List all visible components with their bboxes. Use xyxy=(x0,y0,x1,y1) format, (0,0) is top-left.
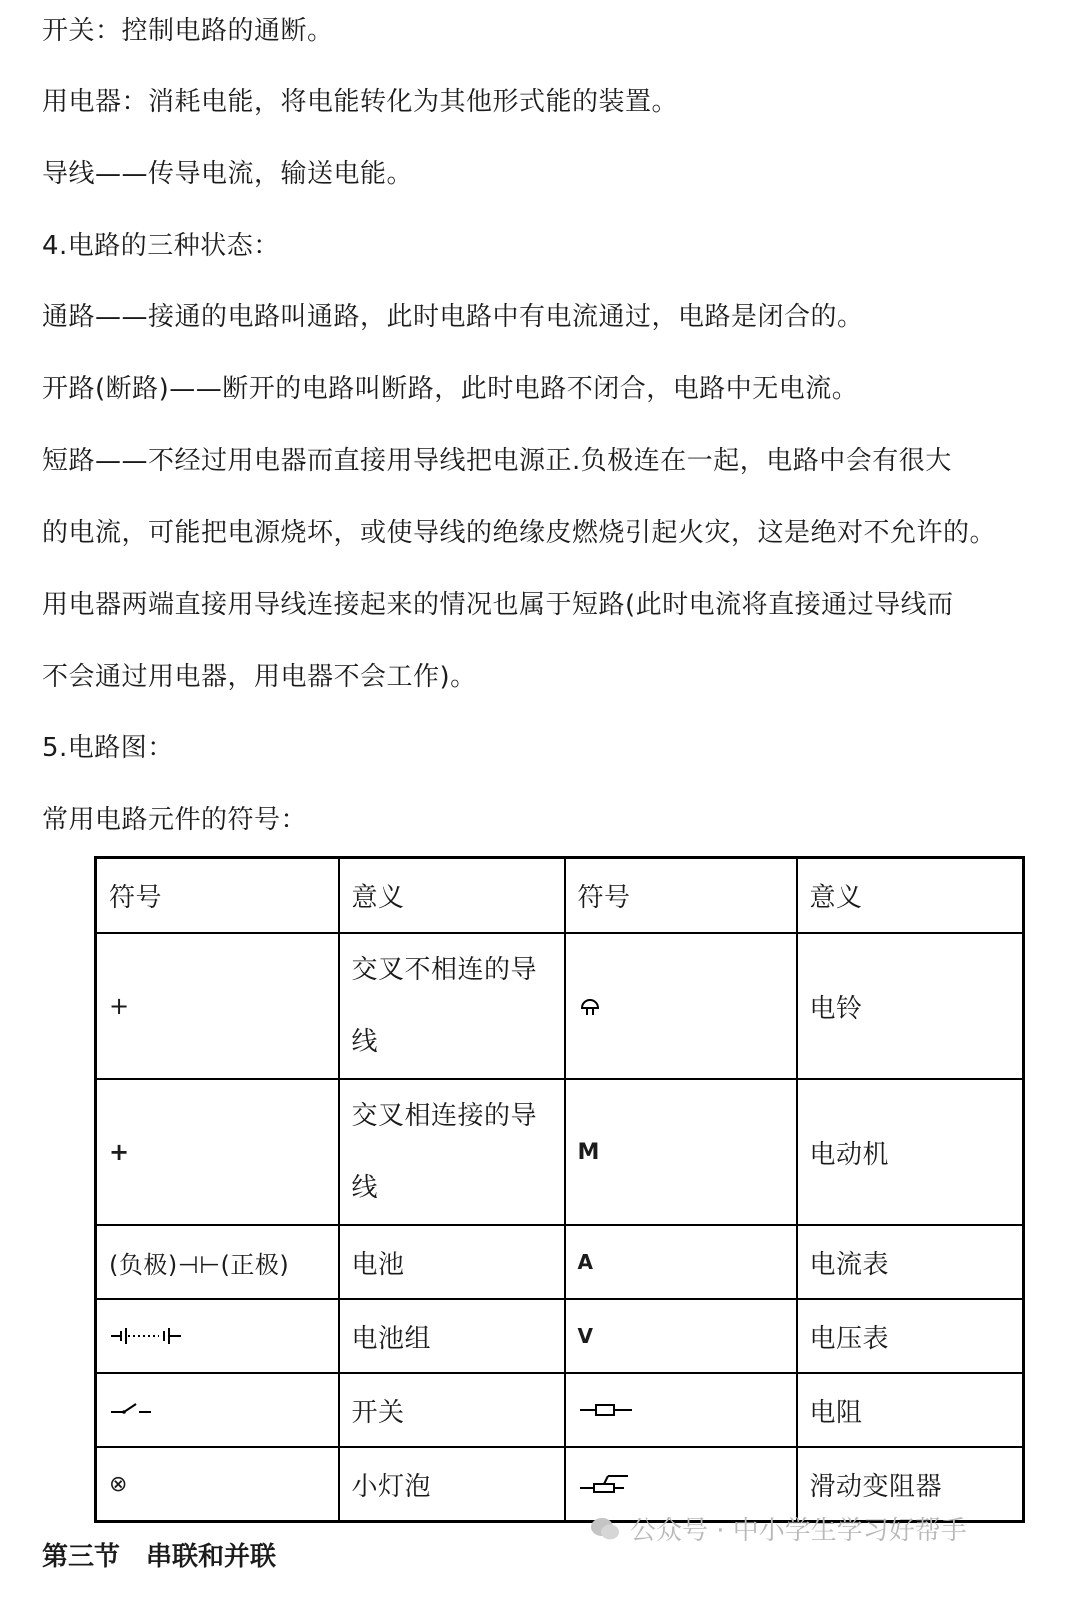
switch-symbol-icon xyxy=(96,1373,339,1447)
table-header-row xyxy=(96,858,1024,934)
table-header-cell: 符号 xyxy=(565,858,797,934)
watermark xyxy=(590,1510,967,1547)
paragraph-open-circuit: 开路(断路)——断开的电路叫断路，此时电路不闭合，电路中无电流。 xyxy=(42,374,859,404)
ammeter-symbol: A xyxy=(565,1225,797,1299)
table-row xyxy=(96,1079,1024,1225)
battery-symbol: (负极)⊣⊢(正极) xyxy=(96,1225,339,1299)
paragraph-short-circuit-4: 不会通过用电器，用电器不会工作)。 xyxy=(42,662,477,692)
symbol-meaning: 电动机 xyxy=(797,1079,1024,1225)
crossing-connected-symbol: + xyxy=(96,1079,339,1225)
voltmeter-symbol: V xyxy=(565,1299,797,1373)
symbol-meaning: 电阻 xyxy=(797,1373,1024,1447)
lamp-symbol: ⊗ xyxy=(96,1447,339,1522)
table-header-cell: 意义 xyxy=(339,858,565,934)
symbol-meaning: 电压表 xyxy=(797,1299,1024,1373)
paragraph-closed-circuit: 通路——接通的电路叫通路，此时电路中有电流通过，电路是闭合的。 xyxy=(42,302,864,332)
paragraph-short-circuit-3: 用电器两端直接用导线连接起来的情况也属于短路(此时电流将直接通过导线而 xyxy=(42,590,954,620)
paragraph-symbols-intro: 常用电路元件的符号： xyxy=(42,805,308,835)
battery-pack-symbol-icon xyxy=(96,1299,339,1373)
table-row xyxy=(96,1299,1024,1373)
section-title: 串联和并联 xyxy=(146,1542,277,1572)
section-heading xyxy=(42,1540,276,1574)
watermark-text: 公众号 · 中小学生学习好帮手 xyxy=(630,1516,967,1546)
wechat-icon xyxy=(590,1516,620,1542)
symbol-meaning: 电流表 xyxy=(797,1225,1024,1299)
table-row xyxy=(96,1373,1024,1447)
paragraph-wire: 导线——传导电流，输送电能。 xyxy=(42,159,414,189)
table-header-cell: 意义 xyxy=(797,858,1024,934)
paragraph-circuit-diagram-title: 5.电路图： xyxy=(42,733,174,763)
symbol-meaning: 电池 xyxy=(339,1225,565,1299)
symbol-meaning: 电池组 xyxy=(339,1299,565,1373)
paragraph-short-circuit-2: 的电流，可能把电源烧坏，或使导线的绝缘皮燃烧引起火灾，这是绝对不允许的。 xyxy=(42,518,997,548)
paragraph-appliance: 用电器：消耗电能，将电能转化为其他形式能的装置。 xyxy=(42,87,679,117)
paragraph-short-circuit-1: 短路——不经过用电器而直接用导线把电源正.负极连在一起，电路中会有很大 xyxy=(42,446,952,476)
symbol-meaning: 电铃 xyxy=(797,933,1024,1079)
paragraph-three-states-title: 4.电路的三种状态： xyxy=(42,231,280,261)
paragraph-switch: 开关：控制电路的通断。 xyxy=(42,16,334,46)
resistor-symbol-icon xyxy=(565,1373,797,1447)
symbol-meaning: 滑动变阻器 xyxy=(797,1447,1024,1522)
bell-symbol-icon xyxy=(565,933,797,1079)
symbol-meaning: 交叉相连接的导线 xyxy=(339,1079,565,1225)
motor-symbol: M xyxy=(565,1079,797,1225)
table-header-cell: 符号 xyxy=(96,858,339,934)
crossing-unconnected-symbol: + xyxy=(96,933,339,1079)
symbol-meaning: 开关 xyxy=(339,1373,565,1447)
section-number: 第三节 xyxy=(42,1542,121,1572)
circuit-symbols-table xyxy=(94,856,1025,1523)
table-row xyxy=(96,1225,1024,1299)
table-row xyxy=(96,933,1024,1079)
symbol-meaning: 小灯泡 xyxy=(339,1447,565,1522)
symbol-meaning: 交叉不相连的导线 xyxy=(339,933,565,1079)
